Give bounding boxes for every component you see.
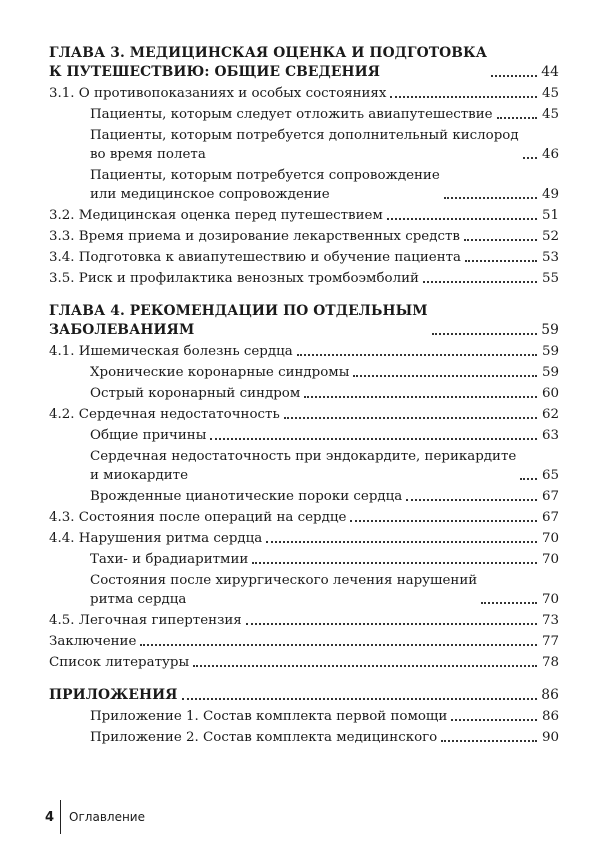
dot-leader xyxy=(451,719,537,721)
toc-entry[interactable] xyxy=(49,84,559,103)
toc-entry-title xyxy=(90,426,206,445)
page-number: 4 xyxy=(45,809,55,825)
toc-entry-title xyxy=(90,707,447,726)
dot-leader xyxy=(252,562,537,564)
toc-entry-title-line: Приложение 1. Состав комплекта первой помощи xyxy=(90,709,448,724)
toc-entry-title xyxy=(49,302,428,340)
footer-divider xyxy=(60,800,61,834)
toc-entry-page: 52 xyxy=(541,229,559,244)
toc-entry-page: 63 xyxy=(541,428,559,443)
dot-leader xyxy=(432,333,537,335)
toc-entry[interactable] xyxy=(49,686,559,705)
toc-entry-page: 45 xyxy=(541,86,559,101)
toc-entry-title-line: Общие причины xyxy=(90,428,207,443)
toc-entry-title-line: Тахи- и брадиаритмии xyxy=(90,552,249,567)
dot-leader xyxy=(304,396,537,398)
dot-leader xyxy=(182,698,537,700)
toc-entry-title-line: ГЛАВА 3. МЕДИЦИНСКАЯ ОЦЕНКА И ПОДГОТОВКА xyxy=(49,45,488,61)
toc-entry-title-line: Врожденные цианотические пороки сердца xyxy=(90,489,403,504)
toc-entry-page: 86 xyxy=(541,687,559,703)
toc-entry-title-line: 4.5. Легочная гипертензия xyxy=(49,613,242,628)
dot-leader xyxy=(353,375,537,377)
toc-entry-title xyxy=(90,447,516,485)
toc-entry[interactable] xyxy=(49,447,559,485)
toc-entry-page: 86 xyxy=(541,709,559,724)
toc-entry-title xyxy=(49,653,189,672)
dot-leader xyxy=(441,740,537,742)
toc-entry-title xyxy=(49,227,460,246)
dot-leader xyxy=(491,75,537,77)
toc-entry[interactable] xyxy=(49,363,559,382)
toc-entry-title-line: ЗАБОЛЕВАНИЯМ xyxy=(49,322,195,338)
dot-leader xyxy=(523,157,537,159)
toc-entry-page: 49 xyxy=(541,187,559,202)
toc-entry[interactable] xyxy=(49,632,559,651)
toc-entry-title-line: во время полета xyxy=(90,147,206,162)
toc-entry-page: 59 xyxy=(541,322,559,338)
toc-entry[interactable] xyxy=(49,105,559,124)
toc-entry-title-line: Состояния после хирургического лечения нарушений xyxy=(90,573,478,588)
toc-entry-page: 65 xyxy=(541,468,559,483)
toc-entry-title-line: 3.1. О противопоказаниях и особых состояниях xyxy=(49,86,387,101)
dot-leader xyxy=(520,478,537,480)
toc-entry-title-line: Острый коронарный синдром xyxy=(90,386,301,401)
dot-leader xyxy=(193,665,537,667)
toc-entry[interactable] xyxy=(49,508,559,527)
toc-entry[interactable] xyxy=(49,611,559,630)
toc-entry-title-line: 3.4. Подготовка к авиапутешествию и обучение пациента xyxy=(49,250,462,265)
toc-entry-title-line: Пациенты, которым потребуется сопровождение xyxy=(90,168,440,183)
toc-entry[interactable] xyxy=(49,707,559,726)
toc-entry-title xyxy=(49,248,461,267)
dot-leader xyxy=(464,239,537,241)
section-name: Оглавление xyxy=(69,810,145,824)
toc-entry-title xyxy=(90,728,437,747)
toc-entry[interactable] xyxy=(49,426,559,445)
toc-entry-title xyxy=(49,611,242,630)
toc-entry-page: 44 xyxy=(541,64,559,80)
toc-entry-title-line: и миокардите xyxy=(90,468,189,483)
dot-leader xyxy=(210,438,537,440)
toc-entry-title xyxy=(90,105,493,124)
toc-entry-title xyxy=(90,571,477,609)
toc-entry-page: 51 xyxy=(541,208,559,223)
toc-entry-title-line: 4.1. Ишемическая болезнь сердца xyxy=(49,344,293,359)
toc-entry-page: 70 xyxy=(541,531,559,546)
toc-entry-title xyxy=(49,269,419,288)
toc-entry-title xyxy=(49,632,136,651)
dot-leader xyxy=(497,117,537,119)
toc-entry[interactable] xyxy=(49,126,559,164)
toc-entry[interactable] xyxy=(49,269,559,288)
toc-entry-title xyxy=(49,342,293,361)
toc-entry-page: 53 xyxy=(541,250,559,265)
toc-entry-title-line: Пациенты, которым потребуется дополнительный кислород xyxy=(90,128,519,143)
toc-entry-title-line: 3.3. Время приема и дозирование лекарственных средств xyxy=(49,229,460,244)
toc-entry[interactable] xyxy=(49,653,559,672)
toc-entry-page: 70 xyxy=(541,552,559,567)
toc-entry-title xyxy=(90,550,248,569)
toc-entry-title xyxy=(49,405,280,424)
toc-entry-title-line: Приложение 2. Состав комплекта медицинского xyxy=(90,730,438,745)
toc-entry-title-line: ритма сердца xyxy=(90,592,187,607)
toc-entry-title-line: 4.3. Состояния после операций на сердце xyxy=(49,510,347,525)
toc-entry-title-line: Список литературы xyxy=(49,655,190,670)
toc-entry-title-line: или медицинское сопровождение xyxy=(90,187,330,202)
toc-entry-title xyxy=(90,384,300,403)
toc-entry-title-line: Заключение xyxy=(49,634,137,649)
toc-entry[interactable] xyxy=(49,206,559,225)
toc-entry-title xyxy=(90,166,440,204)
toc-entry-title-line: 4.2. Сердечная недостаточность xyxy=(49,407,280,422)
toc-entry-title-line: Пациенты, которым следует отложить авиапутешествие xyxy=(90,107,493,122)
toc-entry[interactable] xyxy=(49,227,559,246)
toc-entry-page: 90 xyxy=(541,730,559,745)
toc-entry-page: 46 xyxy=(541,147,559,162)
dot-leader xyxy=(284,417,537,419)
toc-entry-title xyxy=(90,363,349,382)
toc-entry-page: 77 xyxy=(541,634,559,649)
toc-entry-title-line: 3.5. Риск и профилактика венозных тромбоэмболий xyxy=(49,271,419,286)
toc-entry-title xyxy=(90,126,519,164)
toc-entry[interactable] xyxy=(49,487,559,506)
toc-entry-page: 67 xyxy=(541,510,559,525)
toc-entry-page: 59 xyxy=(541,344,559,359)
toc-entry-title xyxy=(49,44,487,82)
toc-entry[interactable] xyxy=(49,342,559,361)
toc-entry-title-line: 3.2. Медицинская оценка перед путешествием xyxy=(49,208,383,223)
toc-entry-title xyxy=(49,686,178,705)
toc-entry-title-line: К ПУТЕШЕСТВИЮ: ОБЩИЕ СВЕДЕНИЯ xyxy=(49,64,381,80)
toc-entry-title-line: ПРИЛОЖЕНИЯ xyxy=(49,687,178,703)
toc-entry[interactable] xyxy=(49,248,559,267)
toc-entry-title xyxy=(49,206,383,225)
dot-leader xyxy=(465,260,537,262)
toc-entry-page: 55 xyxy=(541,271,559,286)
page-footer xyxy=(45,800,145,834)
toc-entry-title xyxy=(49,508,346,527)
dot-leader xyxy=(390,96,537,98)
toc-entry[interactable] xyxy=(49,384,559,403)
toc-entry-page: 59 xyxy=(541,365,559,380)
toc-entry[interactable] xyxy=(49,571,559,609)
toc-entry-title-line: Сердечная недостаточность при эндокардите, перикардите xyxy=(90,449,517,464)
toc-entry[interactable] xyxy=(49,550,559,569)
dot-leader xyxy=(297,354,537,356)
toc-entry[interactable] xyxy=(49,529,559,548)
toc-entry-page: 45 xyxy=(541,107,559,122)
toc-entry-title xyxy=(49,84,386,103)
toc-entry[interactable] xyxy=(49,166,559,204)
toc-entry-title-line: ГЛАВА 4. РЕКОМЕНДАЦИИ ПО ОТДЕЛЬНЫМ xyxy=(49,303,428,319)
table-of-contents xyxy=(49,44,559,747)
toc-entry-title xyxy=(49,529,262,548)
dot-leader xyxy=(140,644,537,646)
toc-entry[interactable] xyxy=(49,302,559,340)
dot-leader xyxy=(423,281,537,283)
dot-leader xyxy=(387,218,537,220)
toc-entry[interactable] xyxy=(49,44,559,82)
toc-entry-page: 70 xyxy=(541,592,559,607)
toc-entry-title xyxy=(90,487,402,506)
dot-leader xyxy=(406,499,537,501)
toc-entry[interactable] xyxy=(49,728,559,747)
dot-leader xyxy=(246,623,537,625)
toc-entry-title-line: 4.4. Нарушения ритма сердца xyxy=(49,531,263,546)
toc-entry[interactable] xyxy=(49,405,559,424)
toc-entry-page: 73 xyxy=(541,613,559,628)
toc-entry-page: 78 xyxy=(541,655,559,670)
dot-leader xyxy=(444,197,537,199)
dot-leader xyxy=(481,602,537,604)
dot-leader xyxy=(266,541,537,543)
toc-entry-page: 67 xyxy=(541,489,559,504)
toc-entry-title-line: Хронические коронарные синдромы xyxy=(90,365,350,380)
toc-entry-page: 60 xyxy=(541,386,559,401)
dot-leader xyxy=(350,520,537,522)
toc-entry-page: 62 xyxy=(541,407,559,422)
